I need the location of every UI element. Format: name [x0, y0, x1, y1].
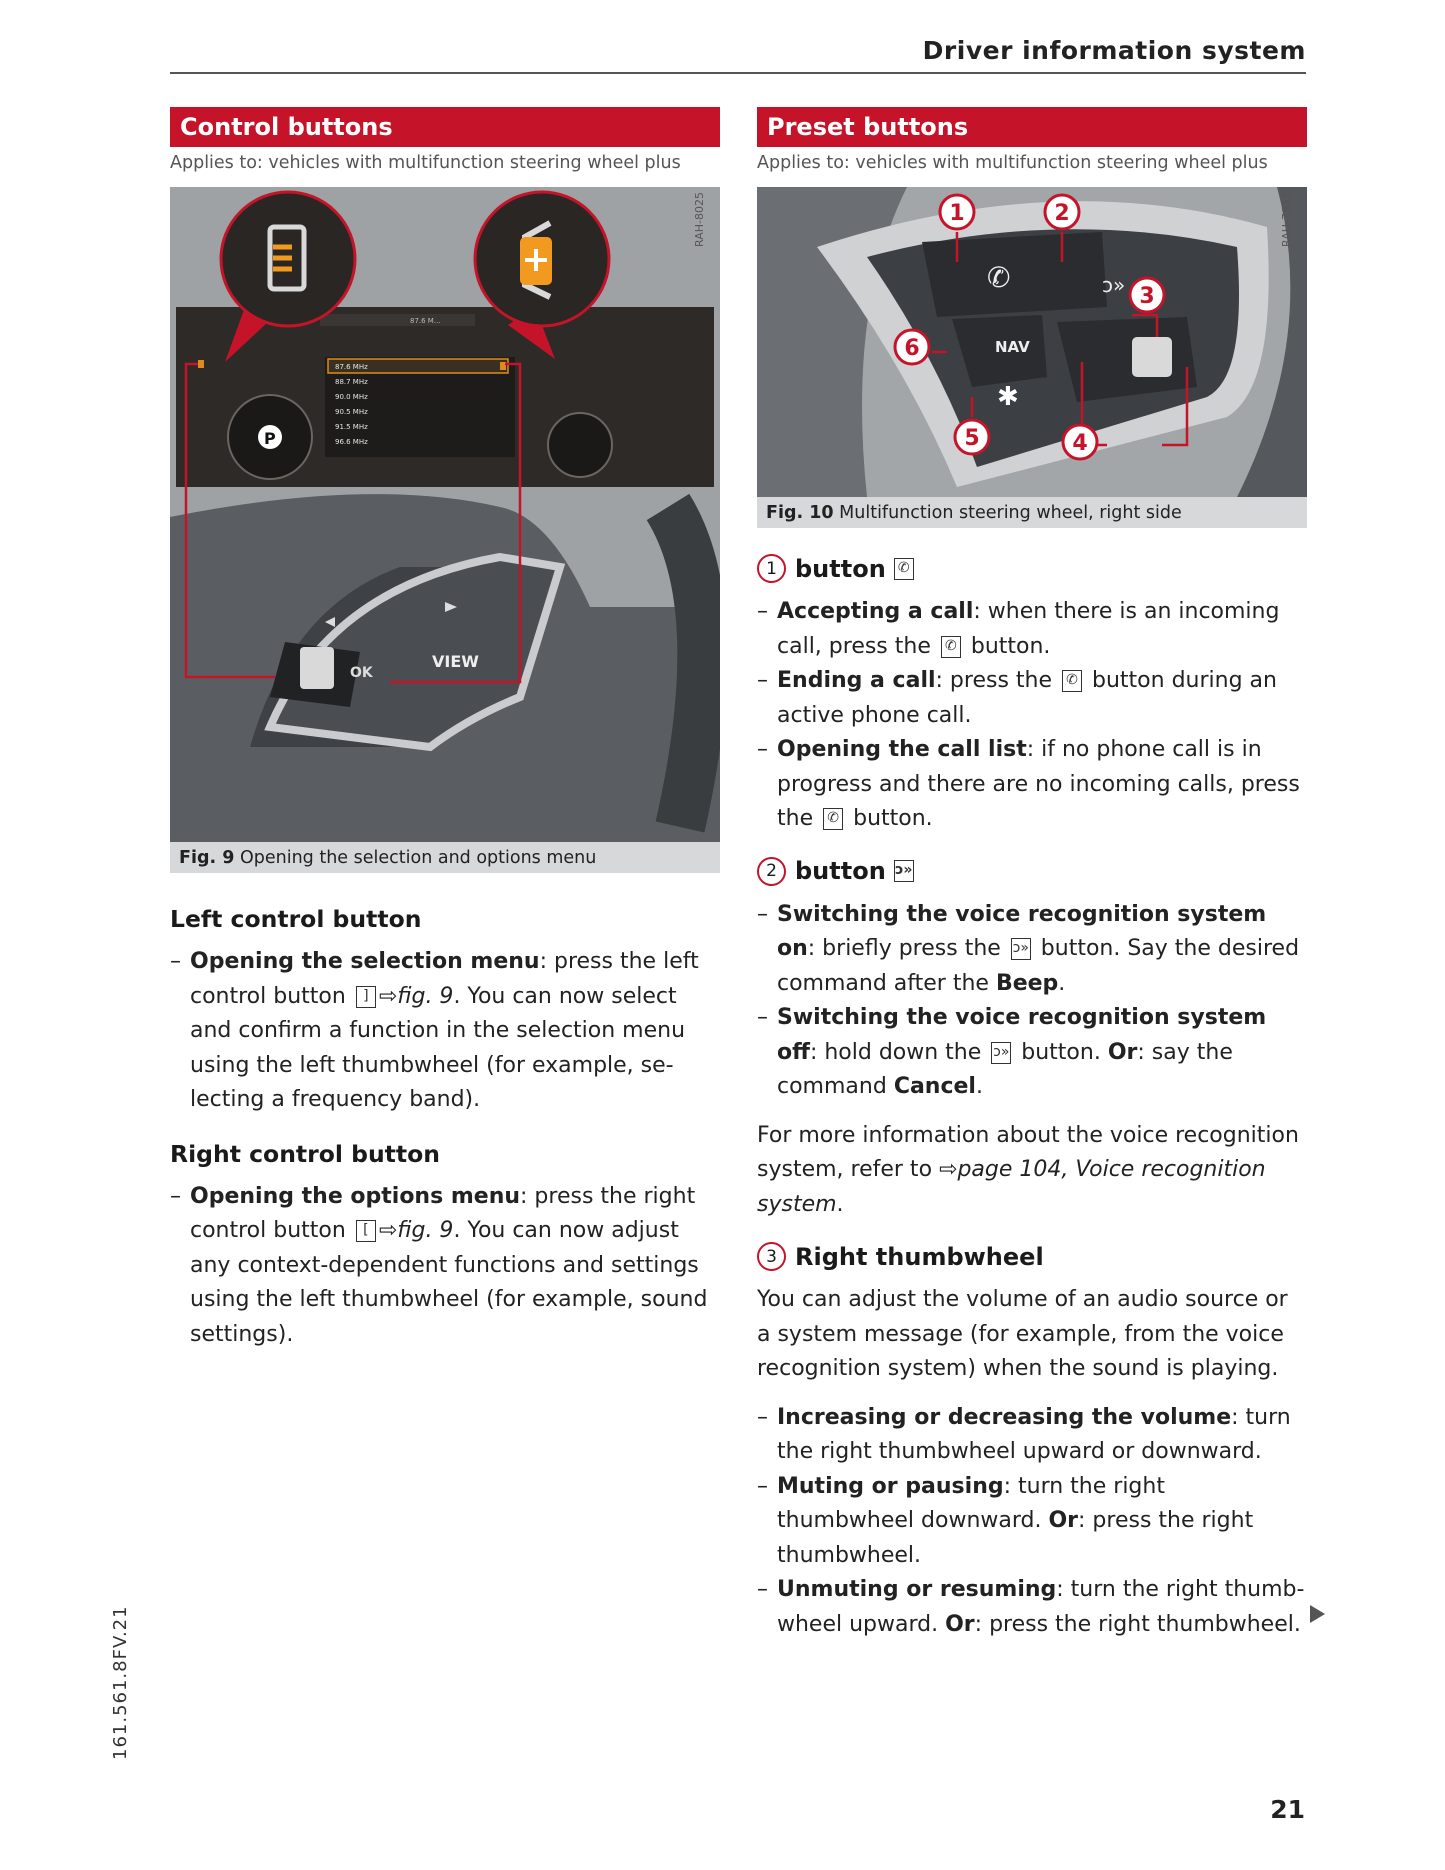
left-control-button-icon: ] [356, 986, 376, 1008]
list-item: – Muting or pausing: turn the right thumbwheel downward. Or: press the right thumbwheel. [757, 1470, 1307, 1574]
item-3-list [757, 1401, 1307, 1643]
cluster-top-bar: 87.6 M... [410, 317, 441, 325]
applies-note: Applies to: vehicles with multifunction steering wheel plus [757, 153, 1268, 173]
svg-text:ↄ»: ↄ» [1102, 273, 1126, 297]
voice-icon: ↄ» [1011, 938, 1031, 960]
fig-9-reference[interactable]: fig. 9 [397, 983, 454, 1009]
document-code: 161.561.8FV.21 [110, 1605, 131, 1760]
callout-number-1: 1 [949, 201, 965, 226]
frequency-item: 90.0 MHz [335, 393, 368, 401]
figure-9-caption: Fig. 9 Opening the selection and options menu [179, 848, 597, 868]
svg-text:✆: ✆ [987, 261, 1011, 294]
nav-button-label: NAV [995, 338, 1030, 356]
figure-id-code: RAH-8025 [693, 192, 706, 247]
frequency-item: 90.5 MHz [335, 408, 368, 416]
section-title-preset-buttons: Preset buttons [757, 107, 1307, 147]
item-3-heading: 3 Right thumbwheel [757, 1242, 1307, 1271]
item-1-heading: 1 button ✆ [757, 554, 1307, 583]
callout-number-2: 2 [1054, 201, 1070, 226]
phone-voice-button-block [922, 232, 1107, 317]
ok-button-label: OK [350, 665, 373, 681]
applies-note: Applies to: vehicles with multifunction steering wheel plus [170, 153, 681, 173]
figure-10 [757, 187, 1307, 528]
item-2-heading: 2 button ↄ» [757, 857, 1307, 886]
list-item: – Increasing or decreasing the volume: turn the right thumbwheel upward or downward. [757, 1401, 1307, 1470]
page-104-link[interactable]: page 104, Voice recognition system [757, 1157, 1266, 1217]
list-item: – Opening the selection menu: press the left control button ] ⇨fig. 9. You can now select and confirm a function in the selection menu using the left thumbwheel (for example, selecting a frequency band). [170, 945, 720, 1118]
svg-text:✱: ✱ [997, 382, 1019, 412]
left-control-list [170, 945, 720, 1118]
phone-icon: ✆ [894, 558, 914, 580]
page-number: 21 [1270, 1795, 1305, 1824]
frequency-item: 88.7 MHz [335, 378, 368, 386]
callout-3-icon: 3 [757, 1242, 786, 1271]
item-3-intro: You can adjust the volume of an audio source or a system message (for example, from the voice recognition system) when the sound is playing. [757, 1287, 1288, 1381]
fig-9-reference[interactable]: fig. 9 [397, 1218, 454, 1243]
figure-id-code: RAH-7952 [1280, 192, 1293, 247]
figure-9 [170, 187, 720, 873]
list-item: – Switching the voice recognition system on: briefly press the ↄ» button. Say the desired command after the Beep. [757, 898, 1307, 1002]
list-item: – Opening the call list: if no phone call is in progress and there are no incoming calls, press the ✆ button. [757, 733, 1307, 837]
list-item: – Opening the options menu: press the right control button [ ⇨fig. 9. You can now adjust any context-dependent functions and settings using the left thumbwheel (for example, sound settings). [170, 1180, 720, 1353]
left-control-heading: Left control button [170, 905, 422, 933]
phone-icon: ✆ [1062, 670, 1082, 692]
callout-number-3: 3 [1139, 284, 1155, 309]
frequency-item: 96.6 MHz [335, 438, 368, 446]
figure-10-caption: Fig. 10 Multifunction steering wheel, right side [766, 503, 1182, 523]
list-item: – Accepting a call: when there is an incoming call, press the ✆ button. [757, 595, 1307, 664]
callout-number-5: 5 [964, 426, 980, 451]
callout-1-icon: 1 [757, 554, 786, 583]
list-item: – Unmuting or resuming: turn the right thumbwheel upward. Or: press the right thumbwheel. [757, 1573, 1307, 1642]
right-gauge [548, 413, 612, 477]
figure-10-illustration [757, 187, 1307, 497]
item-2-list [757, 898, 1307, 1105]
list-item: – Ending a call: press the ✆ button during an active phone call. [757, 664, 1307, 733]
frequency-item: 91.5 MHz [335, 423, 368, 431]
phone-icon: ✆ [823, 808, 843, 830]
figure-9-illustration [170, 187, 720, 842]
voice-icon: ↄ» [991, 1042, 1011, 1064]
frequency-item: 87.6 MHz [335, 363, 368, 371]
voice-icon: ↄ» [894, 860, 914, 882]
continue-arrow-icon [1310, 1605, 1325, 1623]
section-title-control-buttons: Control buttons [170, 107, 720, 147]
callout-number-6: 6 [904, 336, 920, 361]
right-thumbwheel [1132, 337, 1172, 377]
item-1-list [757, 595, 1307, 837]
gear-indicator: P [264, 429, 276, 448]
running-header: Driver information system [170, 34, 1306, 74]
list-item: – Switching the voice recognition system off: hold down the ↄ» button. Or: say the command Cancel. [757, 1001, 1307, 1105]
more-info-paragraph: For more information about the voice recognition system, refer to ⇨page 104, Voice recognition system. [757, 1122, 1299, 1217]
view-button-label: VIEW [432, 652, 479, 671]
left-column [170, 107, 720, 1352]
right-control-heading: Right control button [170, 1139, 441, 1168]
callout-number-4: 4 [1072, 431, 1088, 456]
callout-2-icon: 2 [757, 857, 786, 886]
right-column [757, 107, 1307, 1642]
phone-icon: ✆ [941, 636, 961, 658]
right-control-button-icon: [ [356, 1220, 376, 1242]
right-control-list [170, 1180, 720, 1353]
